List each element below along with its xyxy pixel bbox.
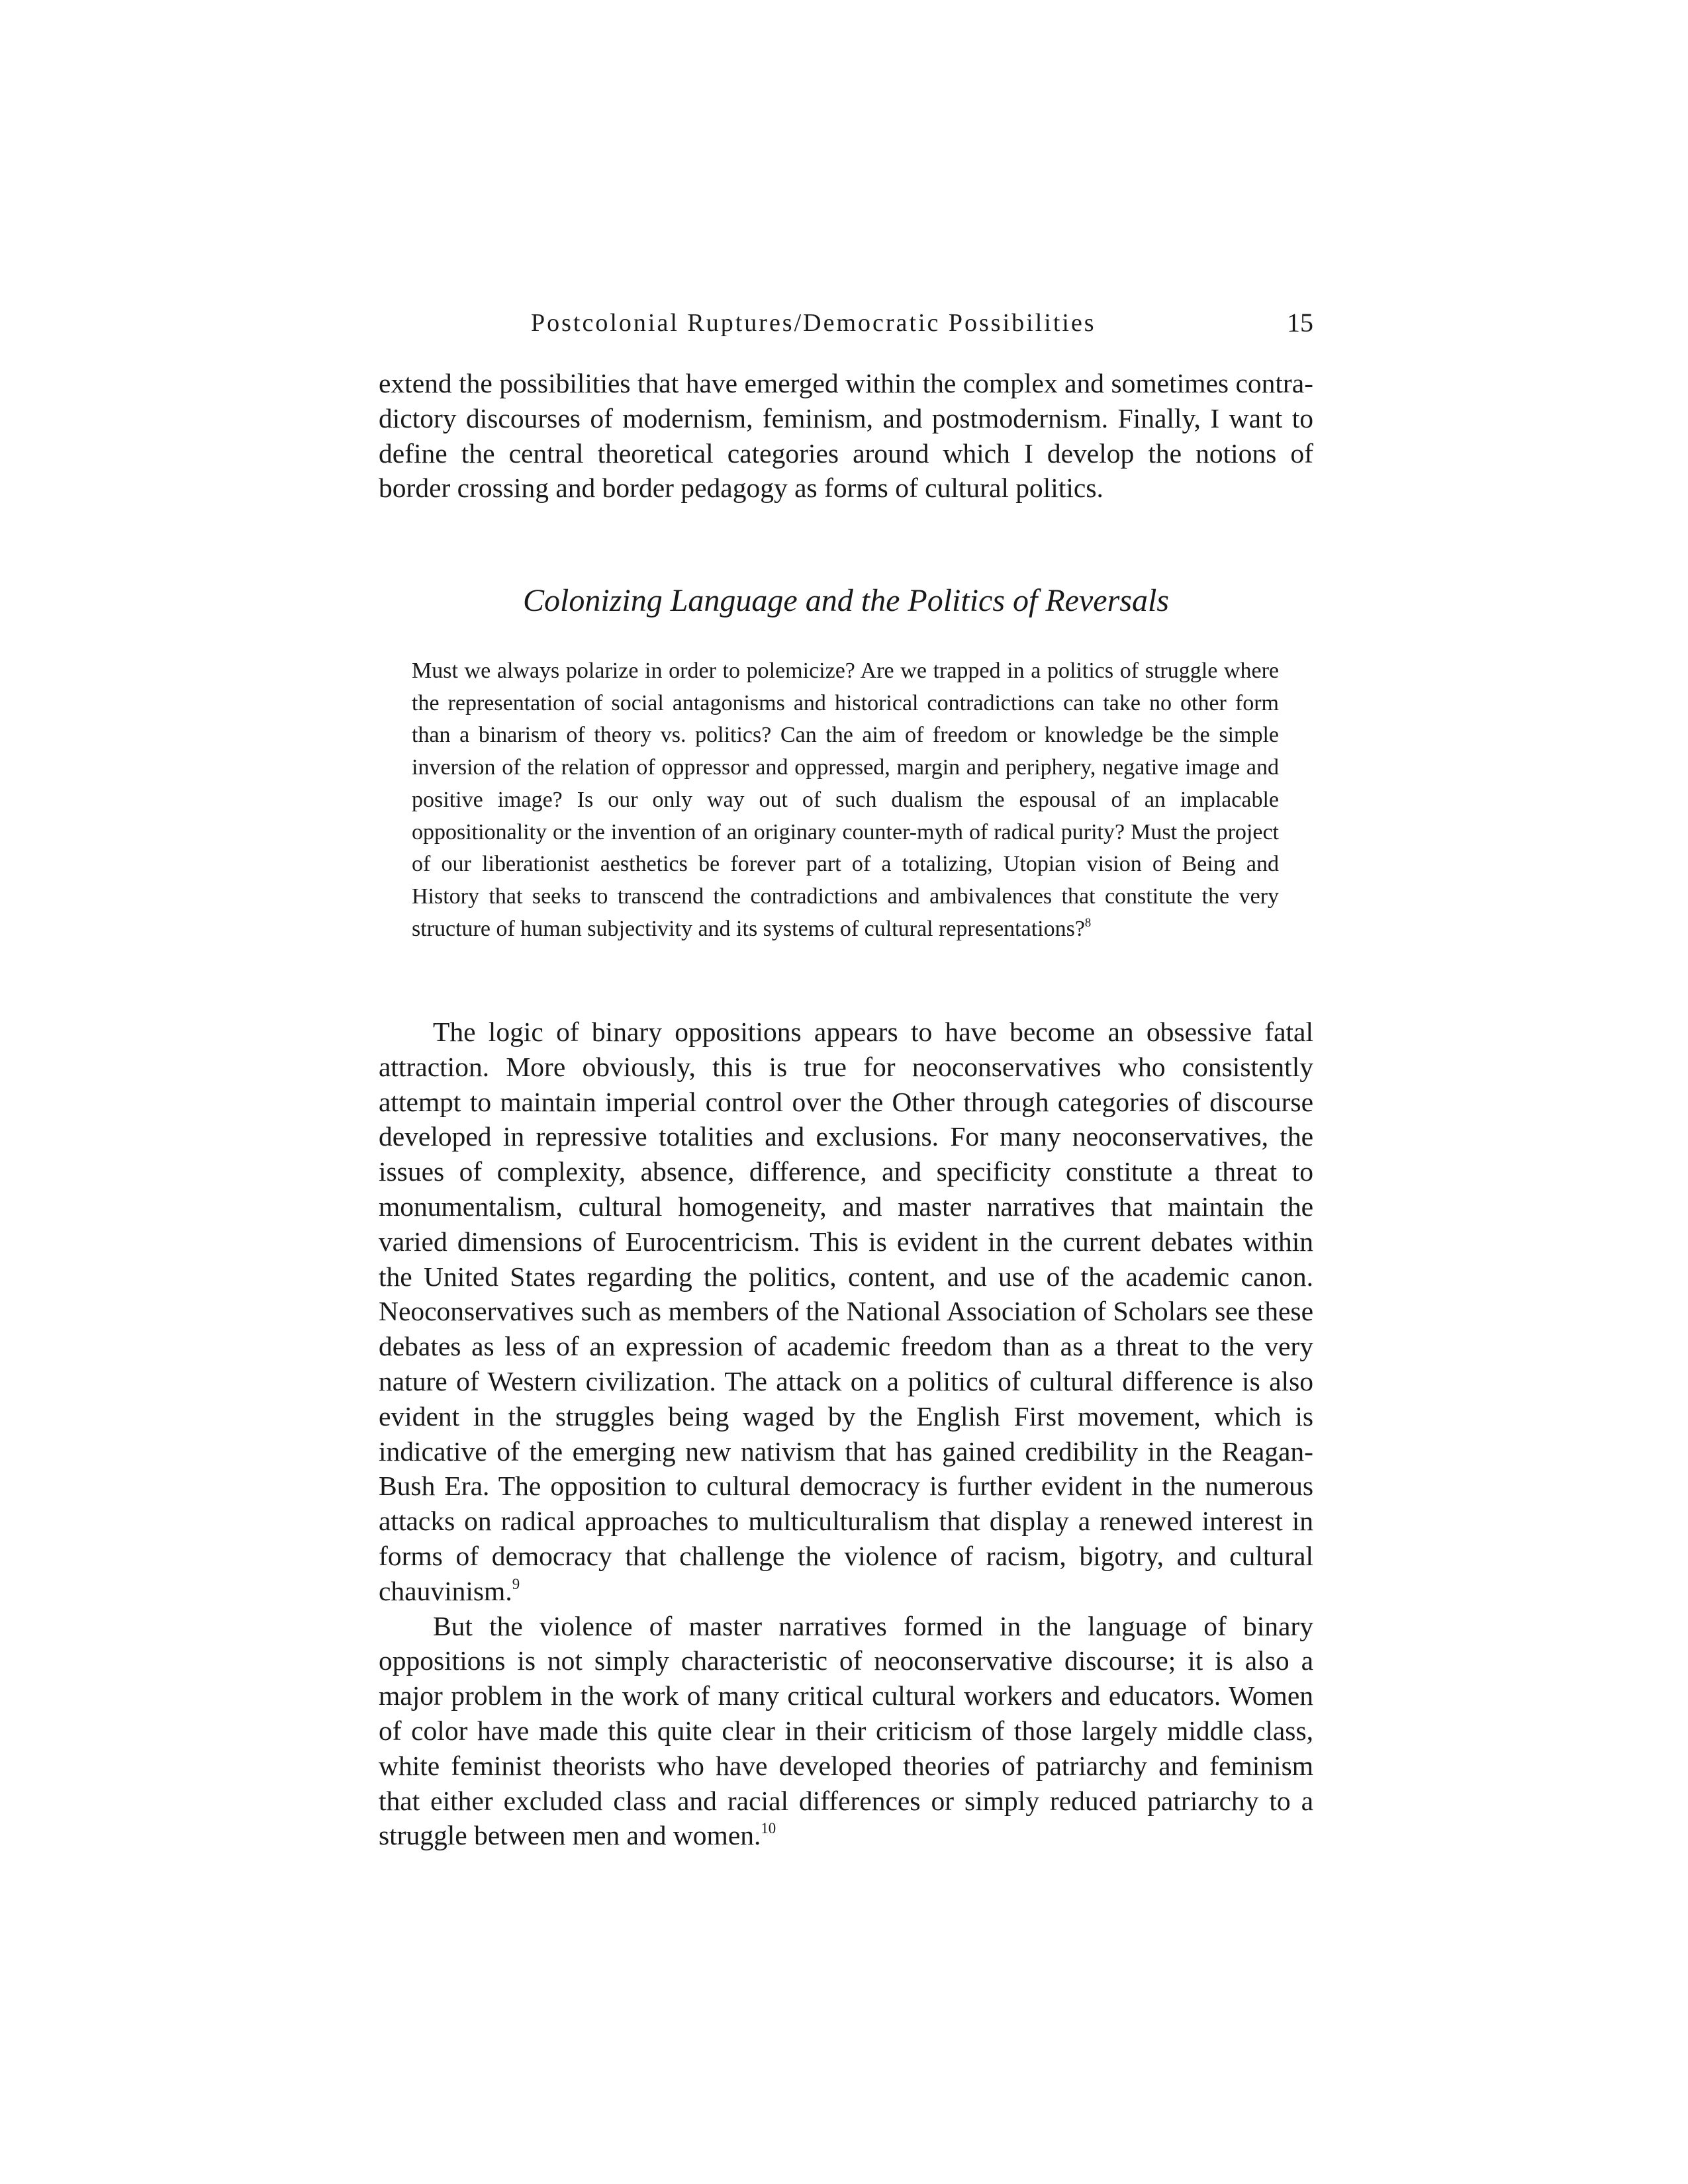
body-paragraph-1 — [379, 1015, 1313, 1609]
page-number: 15 — [1287, 308, 1313, 338]
footnote-ref-10: 10 — [761, 1820, 776, 1837]
body-paragraph-1-text: The logic of binary oppositions appears to have become an obsessive fatal attraction. More obviously, this is true for neoconservatives who consistently attempt to maintain imperial control over the Other through categories of discourse developed in repressive totalities and exclusions. For many neoconservatives, the issues of complexity, absence, difference, and specificity constitute a threat to monumentalism, cultural homogeneity, and master narratives that maintain the varied dimensions of Eurocentricism. This is evident in the current debates within the United States regarding the politics, content, and use of the academic canon. Neoconservatives such as members of the National Association of Scholars see these debates as less of an expression of academic freedom than as a threat to the very nature of Western civilization. The attack on a politics of cultural difference is also evident in the struggles being waged by the English First movement, which is indicative of the emerging new nativism that has gained credibility in the Reagan-Bush Era. The opposition to cultural democracy is further evident in the numerous attacks on radical approaches to multiculturalism that display a renewed interest in forms of democracy that challenge the violence of racism, bigotry, and cultural chauvinism. — [379, 1017, 1313, 1606]
intro-paragraph-block — [379, 366, 1313, 506]
page-header — [379, 303, 1313, 343]
intro-paragraph: extend the possibilities that have emerged within the complex and sometimes contradictory discourses of modernism, feminism, and postmodernism. Finally, I want to define the central theoretical categories around which I develop the notions of border crossing and border pedagogy as forms of cultural politics. — [379, 368, 1313, 504]
epigraph-quote — [412, 655, 1279, 945]
epigraph-text: Must we always polarize in order to polemicize? Are we trapped in a politics of struggle where the representation of social antagonisms and historical contradictions can take no other form than a binarism of theory vs. politics? Can the aim of freedom or knowledge be the simple inversion of the relation of oppressor and oppressed, margin and periphery, negative image and positive image? Is our only way out of such dualism the espousal of an implacable oppositionality or the invention of an originary counter-myth of radical purity? Must the project of our liberationist aesthetics be forever part of a totalizing, Utopian vision of Being and History that seeks to transcend the contradictions and ambivalences that constitute the very structure of human subjectivity and its systems of cultural representations? — [412, 659, 1279, 941]
running-head: Postcolonial Ruptures/Democratic Possibilities — [531, 309, 1096, 337]
body-paragraph-2 — [379, 1609, 1313, 1854]
footnote-ref-9: 9 — [512, 1575, 520, 1592]
footnote-ref-8: 8 — [1084, 915, 1092, 930]
body-paragraph-2-text: But the violence of master narratives formed in the language of binary oppositions is not simply characteristic of neoconservative discourse; it is also a major problem in the work of many critical cultural workers and educators. Women of color have made this quite clear in their criticism of those largely middle class, white feminist theorists who have developed theories of patriarchy and feminism that either excluded class and racial differences or simply reduced patriarchy to a struggle between men and women. — [379, 1610, 1313, 1851]
section-heading: Colonizing Language and the Politics of Reversals — [523, 583, 1169, 618]
body-text — [379, 1015, 1313, 1853]
